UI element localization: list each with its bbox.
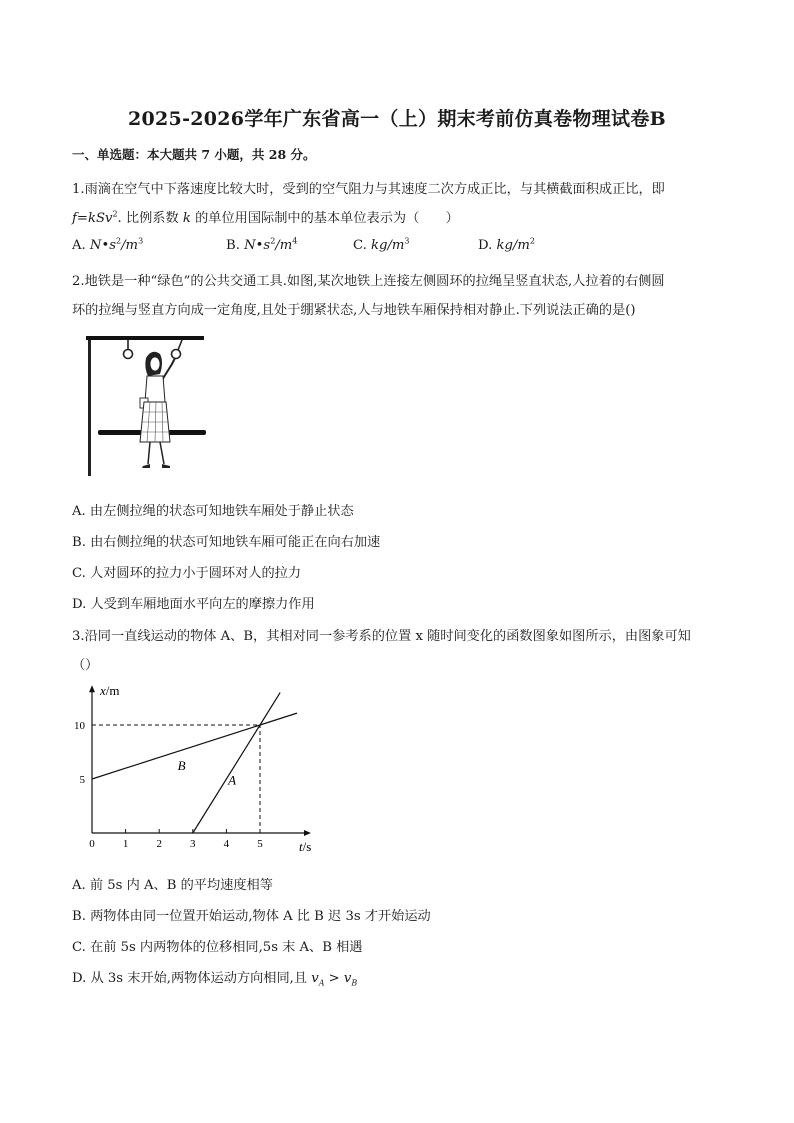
q1-text-mid: . 比例系数 — [117, 211, 183, 226]
subway-illustration — [86, 334, 210, 480]
chart-labels — [74, 683, 311, 854]
y-tick-label: 5 — [79, 774, 85, 786]
series-label-A: A — [228, 772, 237, 788]
x-tick-label: 5 — [257, 838, 263, 850]
velocity-symbol: v — [311, 971, 319, 986]
y-tick-label: 10 — [74, 720, 85, 732]
option-unit: N•s — [89, 238, 117, 253]
q1-option-d — [478, 238, 535, 253]
option-unit: kg/m — [371, 238, 405, 253]
q1-text-end: 的单位用国际制中的基本单位表示为（ ） — [190, 211, 459, 226]
q3-option-b: B. 两物体由同一位置开始运动,物体 A 比 B 迟 3s 才开始运动 — [72, 909, 431, 924]
q2-option-a: A. 由左侧拉绳的状态可知地铁车厢处于静止状态 — [72, 504, 354, 519]
q1-option-a — [72, 238, 143, 253]
q3-option-d — [72, 967, 357, 988]
q1-line2 — [72, 207, 459, 226]
formula-eq: = — [76, 211, 88, 226]
option-unit: kg/m — [496, 238, 530, 253]
left-ring — [124, 350, 133, 359]
q3-option-a: A. 前 5s 内 A、B 的平均速度相等 — [72, 878, 273, 893]
q1-option-b — [226, 238, 297, 253]
q2-line1: 2.地铁是一种“绿色”的公共交通工具.如图,某次地铁上连接左侧圆环的拉绳呈竖直状态,人拉着的右侧圆 — [72, 274, 665, 289]
formula-f: f — [72, 211, 77, 226]
greater-than: > — [324, 971, 344, 986]
section-header: 一、单选题：本大题共 7 小题，共 28 分。 — [72, 147, 316, 162]
y-axis-arrow — [89, 685, 95, 692]
ceiling-rail — [86, 336, 204, 340]
option-letter: D. — [478, 238, 493, 253]
formula-k: k — [87, 211, 96, 226]
q2-option-d: D. 人受到车厢地面水平向左的摩擦力作用 — [72, 597, 315, 612]
option-unit: N•s — [244, 238, 271, 253]
option-d-text: D. 从 3s 末开始,两物体运动方向相同,且 — [72, 971, 312, 986]
q2-line2: 环的拉绳与竖直方向成一定角度,且处于绷紧状态,人与地铁车厢保持相对静止.下列说法正确的是() — [72, 303, 636, 318]
option-exp: 2 — [270, 236, 276, 246]
formula-s: S — [95, 211, 105, 226]
formula-exp: 2 — [112, 209, 118, 219]
person-figure — [140, 352, 175, 468]
vertical-pole — [88, 340, 91, 476]
q3-option-c: C. 在前 5s 内两物体的位移相同,5s 末 A、B 相遇 — [72, 940, 363, 955]
x-tick-label: 2 — [156, 838, 162, 850]
option-unit: /m — [275, 238, 293, 253]
velocity-symbol: v — [343, 971, 352, 986]
x-tick-label: 3 — [190, 838, 196, 850]
option-letter: C. — [353, 238, 367, 253]
right-strap — [178, 340, 182, 350]
q1-line1: 1.雨滴在空气中下落速度比较大时，受到的空气阻力与其速度二次方成正比，与其横截面积成正比，即 — [72, 182, 665, 197]
page-title: 2025-2026学年广东省高一（上）期末考前仿真卷物理试卷B — [127, 108, 666, 130]
x-tick-label: 1 — [122, 838, 129, 850]
series-label-B: B — [177, 757, 186, 773]
option-letter: B. — [226, 238, 240, 253]
option-exp: 3 — [138, 236, 144, 246]
q1-option-c — [353, 238, 410, 253]
chart-axes — [89, 685, 311, 836]
chart-series — [92, 693, 297, 833]
q3-line1: 3.沿同一直线运动的物体 A、B，其相对同一参考系的位置 x 随时间变化的函数图象如图所示，由图象可知 — [72, 629, 691, 644]
y-axis-label: x/m — [100, 683, 120, 699]
option-exp: 4 — [292, 236, 298, 246]
q2-option-b: B. 由右侧拉绳的状态可知地铁车厢可能正在向右加速 — [72, 535, 381, 550]
series-line-A — [193, 693, 280, 833]
x-tick-label: 0 — [89, 838, 95, 850]
option-exp: 3 — [404, 236, 410, 246]
option-unit: /m — [121, 238, 139, 253]
right-ring — [172, 350, 181, 359]
option-exp: 2 — [116, 236, 122, 246]
q2-option-c: C. 人对圆环的拉力小于圆环对人的拉力 — [72, 566, 302, 581]
series-line-B — [92, 713, 297, 779]
x-axis-arrow — [304, 830, 311, 836]
position-time-chart — [70, 683, 312, 862]
k-symbol: k — [182, 211, 191, 226]
formula-v: v — [105, 211, 113, 226]
q3-line2: （） — [72, 658, 99, 673]
velocity-subscript: B — [351, 978, 358, 988]
option-letter: A. — [72, 238, 86, 253]
x-axis-label: t/s — [298, 839, 312, 854]
option-exp: 2 — [529, 236, 535, 246]
x-tick-label: 4 — [223, 838, 230, 850]
velocity-subscript: A — [318, 978, 325, 988]
